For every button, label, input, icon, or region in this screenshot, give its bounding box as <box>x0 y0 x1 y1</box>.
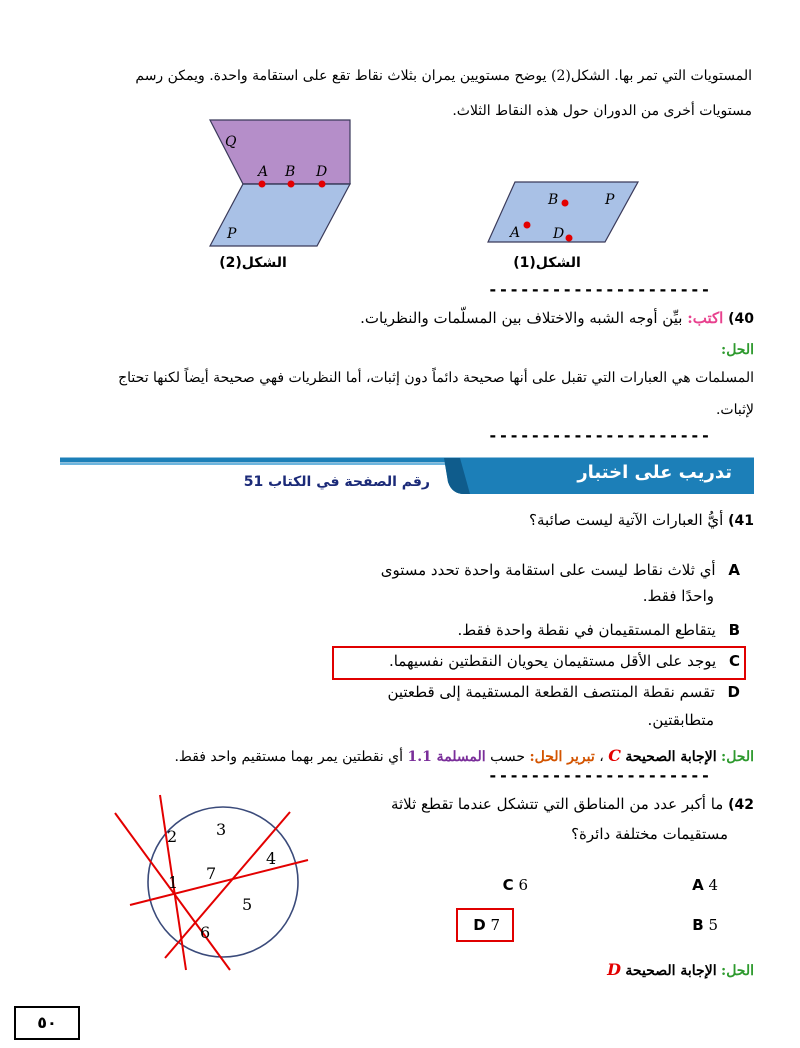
figure-1 <box>485 180 640 246</box>
q42-answer-letter: D <box>607 960 621 979</box>
banner-title: تدريب على اختبار <box>577 462 732 483</box>
region-label-6: 6 <box>200 923 211 942</box>
q40-text: بيِّن أوجه الشبه والاختلاف بين المسلّمات والنظريات. <box>360 309 683 327</box>
q41-option-d-letter: D <box>727 683 740 701</box>
q42-option-a-letter: A <box>692 876 704 894</box>
q41-postulate: المسلمة 1.1 <box>407 749 486 765</box>
q42-option-a-value: 4 <box>708 876 718 894</box>
point-a1-label: A <box>510 225 521 241</box>
line-4 <box>165 812 290 958</box>
q40-solution-label: الحل: <box>721 342 754 358</box>
point-d <box>319 181 326 188</box>
line-3 <box>130 860 308 905</box>
q41-justify-label: تبرير الحل: <box>529 749 595 765</box>
plane-p-label: P <box>227 226 237 242</box>
point-d-label: D <box>316 164 328 180</box>
region-label-2: 2 <box>167 827 178 846</box>
q42-text-1: ما أكبر عدد من المناطق التي تتشكل عندما تقطع ثلاثة <box>390 795 724 813</box>
q41-solution <box>40 746 754 767</box>
q42-option-b-value: 5 <box>708 916 718 934</box>
q40-number: 40) <box>728 311 754 327</box>
q42-solution <box>360 960 754 981</box>
figure-2-caption: الشكل(2) <box>219 255 287 271</box>
q42-solution-label: الحل: <box>721 963 754 979</box>
point-a1 <box>524 222 531 229</box>
q41-answer-letter: C <box>608 746 621 765</box>
q40-answer-line-2: لإثبات. <box>715 402 754 418</box>
plane-q <box>210 120 350 184</box>
q42-option-b-letter: B <box>692 916 704 934</box>
q42-option-c-value: 6 <box>518 876 528 894</box>
q41-option-c <box>300 649 740 673</box>
region-label-5: 5 <box>242 895 253 914</box>
point-b <box>288 181 295 188</box>
q41-question <box>40 508 754 533</box>
q41-option-b-text: يتقاطع المستقيمان في نقطة واحدة فقط. <box>457 621 716 639</box>
q41-answer-text: الإجابة الصحيحة <box>625 749 717 765</box>
figure-2 <box>205 118 365 258</box>
q41-option-d-text-1: تقسم نقطة المنتصف القطعة المستقيمة إلى قطعتين <box>387 683 715 701</box>
q41-option-c-letter: C <box>728 652 740 670</box>
q42-option-a <box>648 876 728 894</box>
intro-line-1: المستويات التي تمر بها. الشكل(2) يوضح مستويين يمران بثلاث نقاط تقع على استقامة واحدة. ويمكن رسم <box>135 68 752 84</box>
q40-answer-line-1: المسلمات هي العبارات التي تقبل على أنها صحيحة دائماً دون إثبات، أما النظريات فهي صحيحة أيضاً لكنها تحتاج <box>118 370 754 386</box>
plane-p1-label: P <box>605 192 615 208</box>
q42-option-d <box>430 916 510 934</box>
q42-question-line-2: مستقيمات مختلفة دائرة؟ <box>571 825 728 843</box>
q41-option-a <box>300 558 740 582</box>
region-label-3: 3 <box>216 820 227 839</box>
point-a-label: A <box>258 164 269 180</box>
q41-justify-post: أي نقطتين يمر بهما مستقيم واحد فقط. <box>174 749 403 765</box>
q42-option-d-value: 7 <box>490 916 500 934</box>
q41-justify-pre: حسب <box>490 749 526 765</box>
q41-option-c-text: يوجد على الأقل مستقيمان يحويان النقطتين نفسيهما. <box>388 652 717 670</box>
q42-option-b <box>648 916 728 934</box>
q41-solution-label: الحل: <box>721 749 754 765</box>
point-d1 <box>566 235 573 242</box>
divider-2: --------------------- <box>488 426 712 445</box>
q41-number: 41) <box>728 513 754 529</box>
q41-option-d <box>300 680 740 704</box>
region-label-7: 7 <box>206 864 217 883</box>
q41-option-b <box>300 618 740 642</box>
intro-line-2: مستويات أخرى من الدوران حول هذه النقاط الثلاث. <box>452 103 752 119</box>
q40-question <box>40 306 754 331</box>
q41-option-d-text-2: متطابقتين. <box>647 711 714 729</box>
q41-sep: ، <box>599 749 604 765</box>
divider-3: --------------------- <box>488 766 712 785</box>
point-b1-label: B <box>548 192 559 208</box>
banner-subtitle: رقم الصفحة في الكتاب 51 <box>243 474 430 490</box>
point-d1-label: D <box>553 226 565 242</box>
q42-number: 42) <box>728 797 754 813</box>
point-b1 <box>562 200 569 207</box>
q40-keyword: اكتب: <box>687 309 724 327</box>
circle-regions-figure <box>110 790 320 975</box>
q42-answer-text: الإجابة الصحيحة <box>625 963 717 979</box>
figure-1-caption: الشكل(1) <box>513 255 581 271</box>
plane-q-label: Q <box>225 134 237 150</box>
point-a <box>259 181 266 188</box>
point-b-label: B <box>285 164 296 180</box>
divider-1: --------------------- <box>488 280 712 299</box>
q42-question-line-1 <box>360 792 754 817</box>
q41-option-a-text-2: واحدًا فقط. <box>642 587 714 605</box>
page-number: ٥٠ <box>14 1006 80 1040</box>
section-banner <box>60 452 754 498</box>
q42-option-d-letter: D <box>473 916 486 934</box>
q42-option-c-letter: C <box>502 876 514 894</box>
q41-option-a-text-1: أي ثلاث نقاط ليست على استقامة واحدة تحدد مستوى <box>380 561 716 579</box>
region-label-4: 4 <box>266 849 277 868</box>
q41-option-b-letter: B <box>728 621 740 639</box>
q42-option-c <box>458 876 538 894</box>
q41-text: أيُّ العبارات الآتية ليست صائبة؟ <box>529 511 724 529</box>
q41-option-a-letter: A <box>728 561 740 579</box>
region-label-1: 1 <box>168 873 179 892</box>
